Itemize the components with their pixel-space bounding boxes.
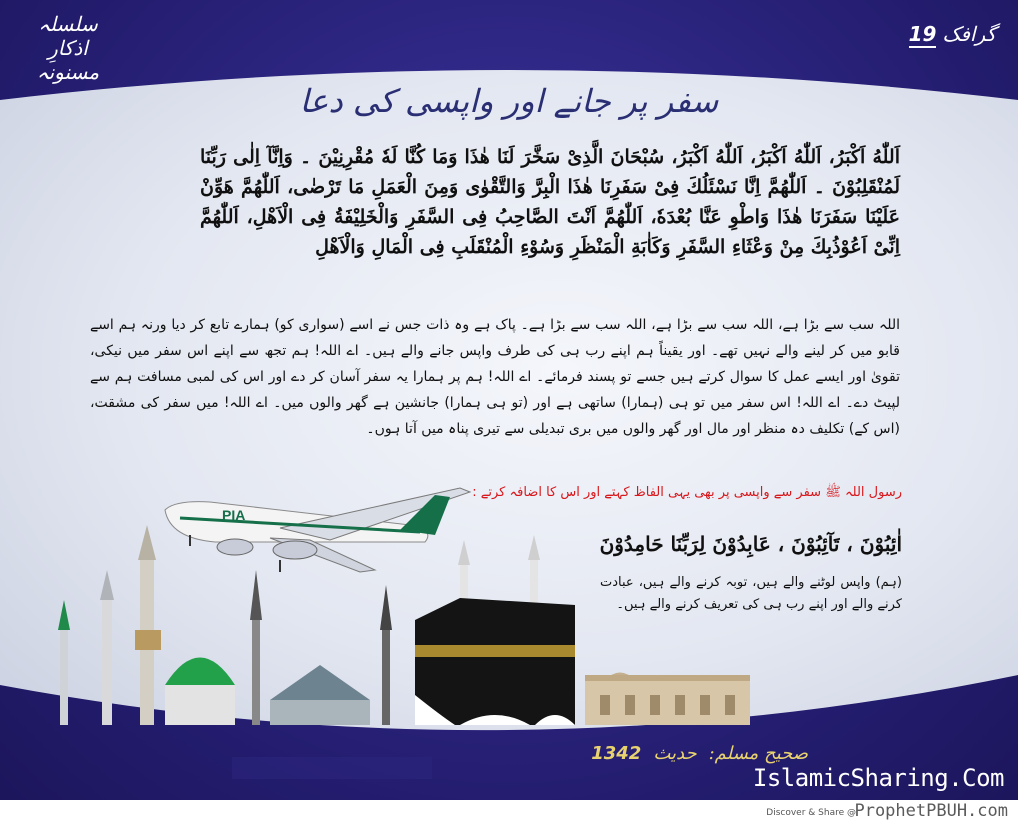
reference-hadith-label: حدیث — [653, 743, 697, 764]
reference-book: صحیح مسلم: — [708, 743, 808, 764]
discover-share-text: Discover & Share @ — [766, 808, 856, 818]
return-arabic-text: اٰئِبُوْنَ ، تَآئِبُوْنَ ، عَابِدُوْنَ لِرَبِّنَا حَامِدُوْنَ — [599, 532, 902, 556]
graphic-number: 19 — [908, 22, 937, 46]
urdu-translation: اللہ سب سے بڑا ہے، اللہ سب سے بڑا ہے، اللہ سب سے بڑا ہے۔ پاک ہے وہ ذات جس نے اسے (سواری کو) ہمارے تابع کر دیا ورنہ ہم اسے قابو میں کر لینے والے نہیں تھے۔ اور یقیناً ہم اپنے رب ہی کی طرف واپس جانے والے ہیں۔ اے اللہ! ہم تجھ سے اپنے اس سفر میں نیکی، تقویٰ اور ایسے عمل کا سوال کرتے ہیں جسے تو پسند فرمائے۔ اے اللہ! ہم پر ہمارا یہ سفر آسان کر دے اور اس کی لمبی مسافت ہم سے لپیٹ دے۔ اے اللہ! اس سفر میں تو ہی (ہمارا) ساتھی ہے اور (تو ہی ہمارا) جانشین ہے گھر والوں میں۔ اے اللہ! میں سفر کی مشقت، (اس کے) تکلیف دہ منظر اور مال اور گھر والوں میں بری تبدیلی سے تیری پناہ میں آتا ہوں۔ — [90, 317, 900, 437]
airplane-image — [165, 488, 470, 572]
airplane-logo: PIA — [222, 507, 246, 523]
reference-hadith-number: 1342 — [591, 743, 642, 764]
graphic-label-text: گرافک — [942, 22, 996, 46]
travel-scene-illustration — [40, 480, 800, 730]
aqsa-mosque-image — [585, 673, 750, 726]
graphic-number-label — [909, 22, 996, 48]
arabic-dua-text: اَللّٰهُ اَكْبَرُ، اَللّٰهُ اَكْبَرُ، اَللّٰهُ اَكْبَرُ، سُبْحَانَ الَّذِىْ سَخَّرَ لَنَا هٰذَا وَمَا كُنَّا لَهٗ مُقْرِنِيْنَ ۔ وَاِنَّآ اِلٰى رَبِّنَا لَمُنْقَلِبُوْنَ ۔ اَللّٰهُمَّ اِنَّا نَسْئَلُكَ فِىْ سَفَرِنَا هٰذَا الْبِرَّ وَالتَّقْوٰى وَمِنَ الْعَمَلِ مَا تَرْضٰى، اَللّٰهُمَّ هَوِّنْ عَلَيْنَا سَفَرَنَا هٰذَا وَاطْوِ عَنَّا بُعْدَهٗ، اَللّٰهُمَّ اَنْتَ الصَّاحِبُ فِى السَّفَرِ وَالْخَلِيْفَةُ فِى الْاَهْلِ، اَللّٰهُمَّ اِنِّىْ اَعُوْذُبِكَ مِنْ وَعْثَاءِ السَّفَرِ وَكَاٰبَةِ الْمَنْظَرِ وَسُوْءِ الْمُنْقَلَبِ فِى الْمَالِ وَالْاَهْلِ — [200, 146, 900, 258]
series-title-line1: سلسلہ — [38, 12, 98, 36]
prophetpbuh-watermark: ProphetPBUH.com — [854, 801, 1008, 821]
dua-title: سفر پر جانے اور واپسی کی دعا — [299, 82, 719, 120]
return-note: رسول اللہ ﷺ سفر سے واپسی پر بھی یہی الفاظ کہتے اور اس کا اضافہ کرتے : — [472, 485, 902, 500]
return-urdu-translation: (ہم) واپس لوٹنے والے ہیں، توبہ کرنے والے ہیں، عبادت کرنے والے اور اپنے رب ہی کی تعریف کرنے والے ہیں۔ — [600, 575, 902, 612]
series-title-line2: اذکارِ مسنونہ — [36, 36, 100, 84]
hadith-reference — [591, 743, 808, 764]
islamicsharing-watermark: IslamicSharing.Com — [752, 764, 1004, 792]
kaaba-image — [415, 535, 575, 725]
decorative-bar — [232, 757, 432, 779]
series-title — [18, 12, 118, 84]
